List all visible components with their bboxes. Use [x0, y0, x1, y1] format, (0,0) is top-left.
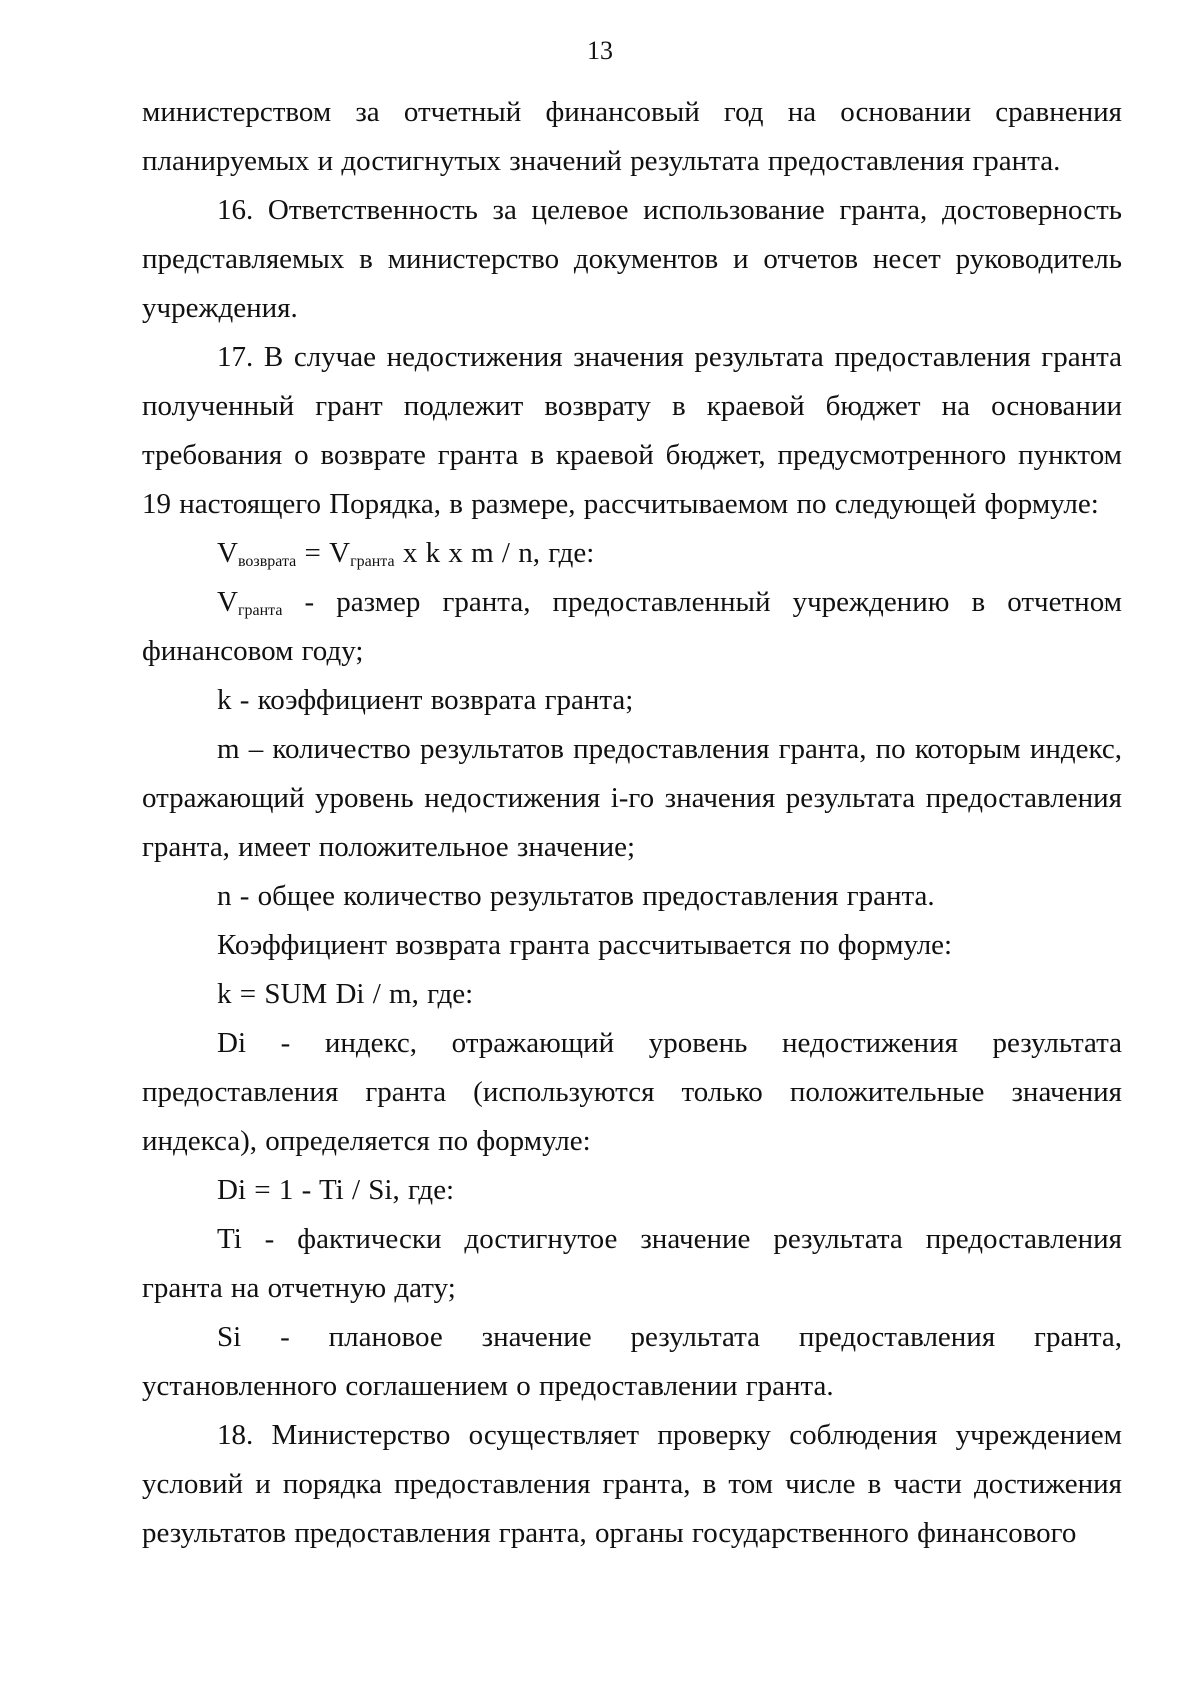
page-number: 13	[587, 36, 613, 65]
formula-di: Di = 1 - Ti / Si, где:	[217, 1174, 455, 1206]
definition-k: k - коэффициент возврата гранта;	[217, 684, 634, 716]
formula-equals: = V	[296, 537, 351, 569]
formula-rest: x k x m / n, где:	[394, 537, 595, 569]
paragraph-18: 18. Министерство осуществляет проверку соблюдения учреждением условий и порядка предоставления гранта, в том числе в части достижения результатов предоставления гранта, органы государственного финансового	[142, 1419, 1122, 1549]
definition-v-granta	[142, 578, 1122, 676]
definition-di: Di - индекс, отражающий уровень недостижения результата предоставления гранта (используются только положительные значения индекса), определяется по формуле:	[142, 1027, 1122, 1157]
definition-si: Si - плановое значение результата предоставления гранта, установленного соглашением о предоставлении гранта.	[142, 1321, 1122, 1402]
formula-return-amount	[142, 529, 1122, 578]
formula-sub-granta: гранта	[350, 553, 395, 570]
def-v-text: - размер гранта, предоставленный учреждению в отчетном финансовом году;	[142, 586, 1122, 667]
definition-ti: Ti - фактически достигнутое значение результата предоставления гранта на отчетную дату;	[142, 1223, 1122, 1304]
def-v: V	[217, 586, 238, 618]
formula-k: k = SUM Di / m, где:	[217, 978, 474, 1010]
paragraph-16: 16. Ответственность за целевое использование гранта, достоверность представляемых в министерство документов и отчетов несет руководитель учреждения.	[142, 194, 1122, 324]
definition-n: n - общее количество результатов предоставления гранта.	[217, 880, 935, 912]
coefficient-intro: Коэффициент возврата гранта рассчитывается по формуле:	[217, 929, 953, 961]
formula-v: V	[217, 537, 238, 569]
definition-m: m – количество результатов предоставления гранта, по которым индекс, отражающий уровень недостижения i-го значения результата предоставления гранта, имеет положительное значение;	[142, 733, 1122, 863]
document-body	[142, 88, 1122, 1558]
paragraph-continuation: министерством за отчетный финансовый год на основании сравнения планируемых и достигнутых значений результата предоставления гранта.	[142, 96, 1122, 177]
formula-sub-vozvrata: возврата	[237, 553, 297, 570]
paragraph-17: 17. В случае недостижения значения результата предоставления гранта полученный грант подлежит возврату в краевой бюджет на основании требования о возврате гранта в краевой бюджет, предусмотренного пунктом 19 настоящего Порядка, в размере, рассчитываемом по следующей формуле:	[142, 341, 1122, 520]
def-v-sub: гранта	[237, 602, 283, 619]
